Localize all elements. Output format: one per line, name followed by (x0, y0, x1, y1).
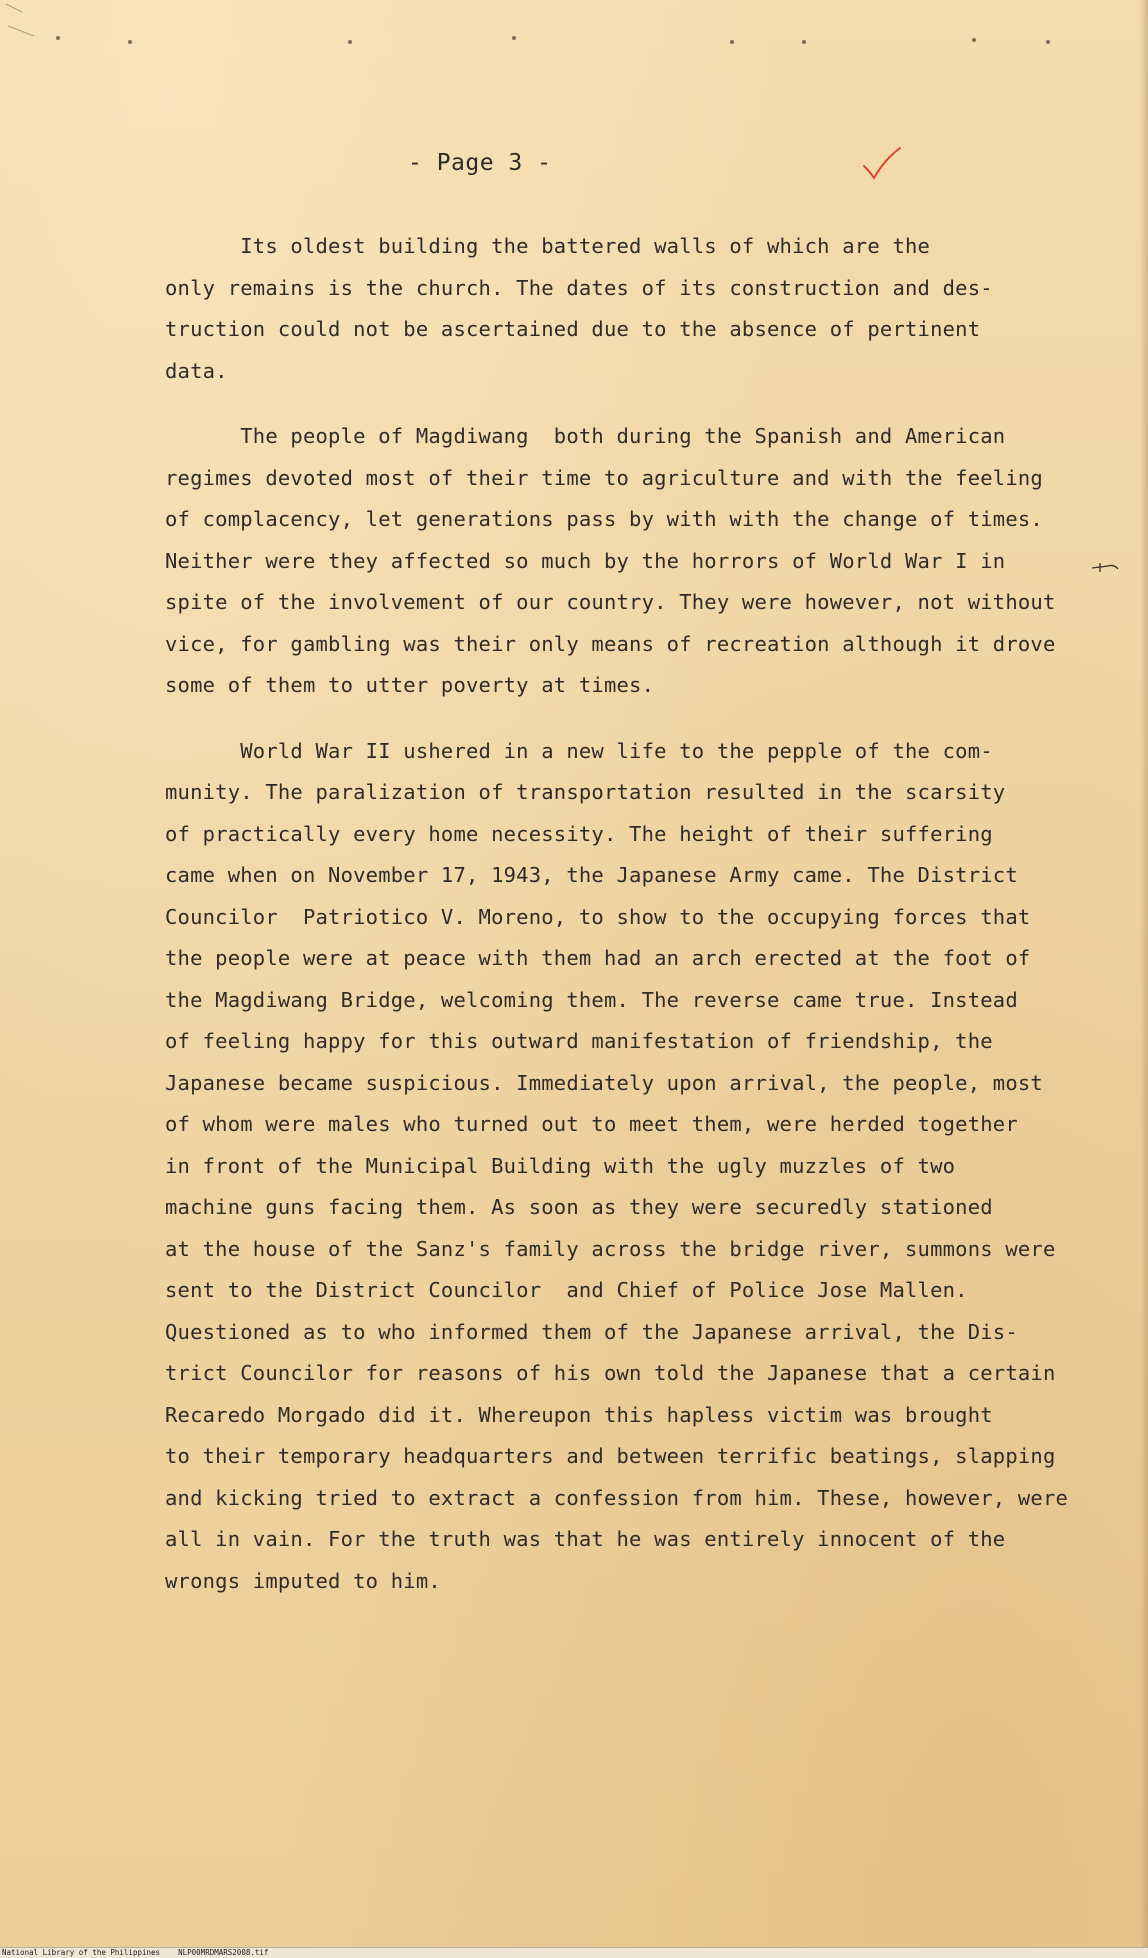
check-mark-icon (862, 146, 902, 182)
text-line: wrongs imputed to him. (165, 1568, 441, 1593)
paper-speck (1046, 40, 1050, 44)
text-line: vice, for gambling was their only means of recreation although it drove (165, 631, 1056, 656)
paragraph-1 (165, 226, 1080, 392)
text-line: spite of the involvement of our country. They were however, not without (165, 590, 1056, 614)
margin-annotation-mark (1090, 560, 1120, 576)
paragraph-2 (165, 416, 1080, 707)
text-line: in front of the Municipal Building with the ugly muzzles of two (165, 1153, 956, 1178)
text-line: of practically every home necessity. The height of their suffering (165, 821, 993, 846)
text-line: regimes devoted most of their time to agriculture and with the feeling (165, 465, 1043, 490)
text-line: the people were at peace with them had an arch erected at the foot of (165, 946, 1031, 970)
paper-speck (972, 38, 976, 42)
paper-speck (128, 40, 132, 44)
text-line: munity. The paralization of transportation resulted in the scarsity (165, 780, 1006, 804)
text-line: trict Councilor for reasons of his own told the Japanese that a certain (165, 1361, 1056, 1385)
text-line: data. (165, 358, 228, 383)
text-line: The people of Magdiwang both during the Spanish and American (165, 424, 1006, 448)
page-number: - Page 3 - (408, 150, 552, 176)
text-line: Its oldest building the battered walls of which are the (165, 234, 931, 258)
text-line: at the house of the Sanz's family across the bridge river, summons were (165, 1236, 1056, 1261)
text-line: of complacency, let generations pass by with with the change of times. (165, 507, 1043, 531)
text-line: of feeling happy for this outward manifestation of friendship, the (165, 1029, 993, 1053)
body-text (165, 226, 1080, 1602)
text-line: to their temporary headquarters and between terrific beatings, slapping (165, 1444, 1056, 1468)
paper-speck (512, 36, 516, 40)
text-line: sent to the District Councilor and Chief of Police Jose Mallen. (165, 1278, 968, 1302)
archive-caption: National Library of the Philippines NLP00MRDMARS2008.tif (2, 1948, 269, 1957)
archive-footer (0, 1947, 1148, 1958)
corner-crease-mark (4, 0, 44, 40)
text-line: of whom were males who turned out to meet them, were herded together (165, 1112, 1018, 1136)
text-line: Questioned as to who informed them of the Japanese arrival, the Dis- (165, 1319, 1018, 1344)
text-line: truction could not be ascertained due to the absence of pertinent (165, 317, 981, 341)
paper-speck (802, 40, 806, 44)
text-line: all in vain. For the truth was that he was entirely innocent of the (165, 1527, 1006, 1551)
paragraph-gap (165, 707, 1080, 731)
page-edge-shadow (1140, 0, 1148, 1958)
text-line: and kicking tried to extract a confession from him. These, however, were (165, 1485, 1069, 1510)
text-line: Councilor Patriotico V. Moreno, to show to the occupying forces that (165, 904, 1031, 929)
text-line: the Magdiwang Bridge, welcoming them. The reverse came true. Instead (165, 987, 1018, 1012)
text-line: World War II ushered in a new life to the pepple of the com- (165, 738, 993, 763)
paragraph-3 (165, 731, 1080, 1603)
text-line: Japanese became suspicious. Immediately upon arrival, the people, most (165, 1070, 1043, 1095)
paragraph-gap (165, 392, 1080, 416)
text-line: Recaredo Morgado did it. Whereupon this hapless victim was brought (165, 1402, 993, 1427)
text-line: only remains is the church. The dates of its construction and des- (165, 275, 993, 300)
paper-speck (348, 40, 352, 44)
paper-speck (730, 40, 734, 44)
text-line: machine guns facing them. As soon as they were securedly stationed (165, 1195, 993, 1219)
page-header (0, 150, 1148, 180)
text-line: Neither were they affected so much by the horrors of World War I in (165, 548, 1006, 573)
paper-speck (56, 36, 60, 40)
text-line: came when on November 17, 1943, the Japanese Army came. The District (165, 863, 1018, 887)
text-line: some of them to utter poverty at times. (165, 673, 655, 697)
